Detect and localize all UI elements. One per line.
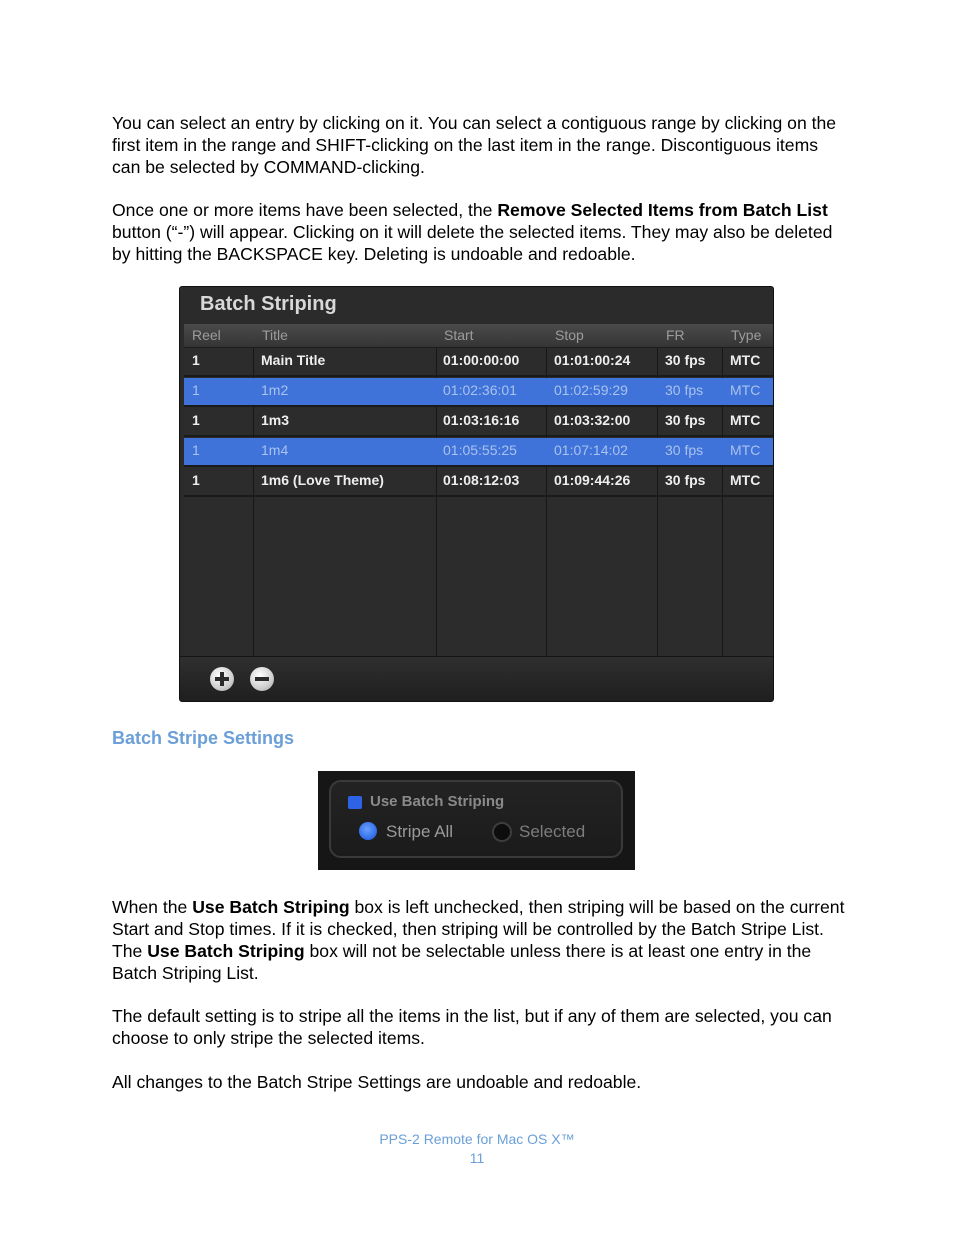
panel-toolbar [180,656,773,701]
cell-title: 1m2 [261,382,289,398]
use-batch-paragraph [112,896,847,984]
cell-start: 01:03:16:16 [443,412,520,428]
use-batch-text-e: box will not be selectable unless there is at least one entry in the Batch Striping List. [112,941,812,983]
cell-stop: 01:07:14:02 [554,442,628,458]
cell-fr: 30 fps [665,412,706,428]
table-row[interactable] [184,408,773,437]
column-header-start[interactable]: Start [444,327,474,343]
stripe-all-radio[interactable] [359,822,377,840]
cell-type: MTC [730,382,761,398]
cell-start: 01:05:55:25 [443,442,517,458]
page-number: 11 [469,1150,485,1166]
intro-paragraph: You can select an entry by clicking on it. You can select a contiguous range by clicking on the first item in the range and SHIFT-clicking on the last item in the range. Discontiguous items can be selected by COMMAND-clicking. [112,113,837,177]
cell-reel: 1 [192,442,200,458]
cell-fr: 30 fps [665,472,706,488]
panel-title: Batch Striping [200,293,337,315]
column-header-type[interactable]: Type [731,327,762,343]
cell-type: MTC [730,442,761,458]
use-batch-striping-checkbox[interactable] [348,796,362,809]
use-batch-bold-2: Use Batch Striping [147,941,305,961]
column-header-title[interactable]: Title [262,327,288,343]
cell-title: 1m4 [261,442,289,458]
remove-paragraph-text-a: Once one or more items have been selected, the [112,200,498,220]
cell-start: 01:02:36:01 [443,382,517,398]
cell-reel: 1 [192,382,200,398]
cell-fr: 30 fps [665,382,704,398]
cell-reel: 1 [192,472,200,488]
cell-fr: 30 fps [665,442,704,458]
table-header [184,324,773,348]
settings-group [329,780,623,858]
table-row[interactable] [184,438,773,467]
plus-circle-icon[interactable] [210,667,234,691]
cell-reel: 1 [192,412,200,428]
remove-button-name: Remove Selected Items from Batch List [497,200,828,220]
remove-paragraph [112,199,847,265]
batch-list-table[interactable] [184,324,773,657]
default-setting-paragraph: The default setting is to stripe all the items in the list, but if any of them are selected, you can choose to only stripe the selected items. [112,1006,832,1048]
cell-title: 1m3 [261,412,290,428]
selected-label[interactable]: Selected [519,822,586,841]
table-row[interactable] [184,348,773,377]
cell-start: 01:00:00:00 [443,352,520,368]
cell-stop: 01:02:59:29 [554,382,628,398]
stripe-all-label[interactable]: Stripe All [386,822,454,841]
cell-title: Main Title [261,352,326,368]
use-batch-bold-1: Use Batch Striping [192,897,350,917]
table-row[interactable] [184,468,773,497]
cell-stop: 01:01:00:24 [554,352,631,368]
minus-circle-icon[interactable] [250,667,274,691]
batch-striping-panel [179,286,774,702]
undo-paragraph: All changes to the Batch Stripe Settings are undoable and redoable. [112,1072,642,1092]
use-batch-striping-label[interactable]: Use Batch Striping [370,793,505,810]
table-row[interactable] [184,378,773,407]
cell-type: MTC [730,412,761,428]
footer-product: PPS-2 Remote for Mac OS X™ [379,1131,575,1147]
section-heading: Batch Stripe Settings [112,728,295,748]
remove-paragraph-text-c: button (“-”) will appear. Clicking on it will delete the selected items. They may also be deleted by hitting the BACKSPACE key. Deleting is undoable and redoable. [112,222,833,264]
column-header-stop[interactable]: Stop [555,327,584,343]
cell-type: MTC [730,352,761,368]
cell-type: MTC [730,472,761,488]
batch-stripe-settings-box [318,771,635,870]
cell-title: 1m6 (Love Theme) [261,472,384,488]
column-header-reel[interactable]: Reel [192,327,221,343]
cell-stop: 01:09:44:26 [554,472,631,488]
cell-reel: 1 [192,352,200,368]
use-batch-text-a: When the [112,897,193,917]
use-batch-text-c: box is left unchecked, then striping will be based on the current Start and Stop times. If it is checked, then striping will be controlled by the Batch Stripe List. The [112,897,845,961]
selected-radio[interactable] [492,822,512,842]
column-header-fr[interactable]: FR [666,327,685,343]
cell-stop: 01:03:32:00 [554,412,631,428]
cell-fr: 30 fps [665,352,706,368]
cell-start: 01:08:12:03 [443,472,520,488]
